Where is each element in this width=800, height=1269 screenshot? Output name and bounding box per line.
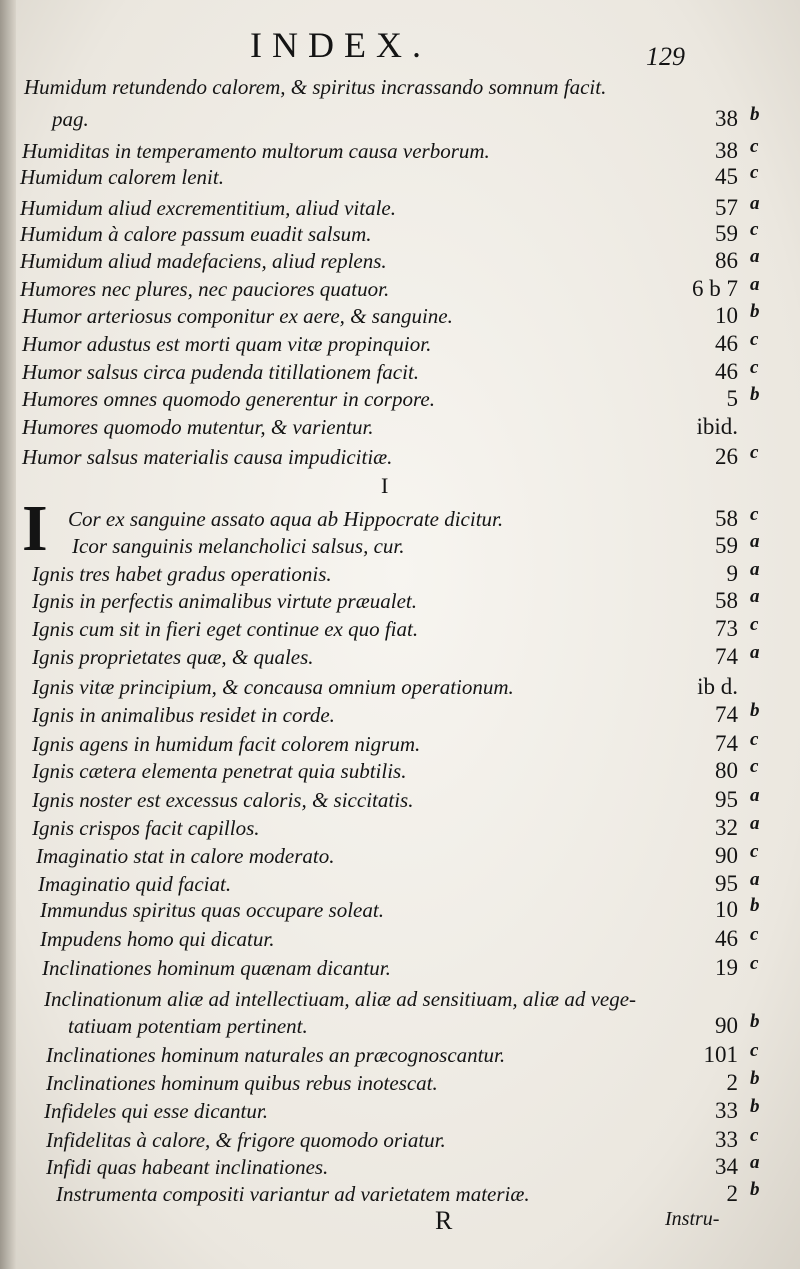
entry-column-letter: c <box>750 841 759 862</box>
index-entry <box>0 1098 800 1124</box>
entry-page-number: 74 <box>715 731 738 756</box>
drop-capital: I <box>22 492 48 565</box>
index-entry <box>0 1154 800 1180</box>
index-entry <box>0 331 800 357</box>
entry-column-letter: b <box>750 700 760 721</box>
entry-text: Infidi quas habeant inclinationes. <box>46 1155 329 1179</box>
entry-page-number: 74 <box>715 644 738 669</box>
entry-text: Ignis noster est excessus caloris, & siccitatis. <box>32 788 414 812</box>
entry-page-number: 86 <box>715 248 738 273</box>
entry-page-number: 59 <box>715 533 738 558</box>
entry-page-number: 2 <box>726 1070 738 1095</box>
index-entry <box>0 1070 800 1096</box>
index-entry <box>0 955 800 981</box>
entry-column-letter: b <box>750 1011 760 1032</box>
index-entry <box>0 787 800 813</box>
index-entry <box>0 386 800 412</box>
entry-page-number: 101 <box>703 1042 738 1067</box>
entry-page-number: 2 <box>726 1181 738 1206</box>
index-entry <box>0 758 800 784</box>
entry-page-number: 95 <box>715 871 738 896</box>
entry-text: Ignis cum sit in fieri eget continue ex quo fiat. <box>32 617 419 641</box>
index-entry <box>0 533 800 559</box>
index-entry <box>0 414 800 440</box>
entry-text: Humidum retundendo calorem, & spiritus incrassando somnum facit. <box>24 75 607 99</box>
entry-page-number: 34 <box>715 1154 738 1179</box>
index-entry <box>0 702 800 728</box>
entry-column-letter: a <box>750 642 760 663</box>
index-entry <box>0 871 800 897</box>
entry-text: Ignis tres habet gradus operationis. <box>32 562 332 586</box>
index-entry <box>0 561 800 587</box>
index-entry <box>0 106 800 132</box>
entry-page-number: 33 <box>715 1098 738 1123</box>
entry-text: Infidelitas à calore, & frigore quomodo oriatur. <box>46 1128 446 1152</box>
signature-mark: R <box>435 1206 453 1235</box>
entry-page-number: 32 <box>715 815 738 840</box>
index-entry <box>0 926 800 952</box>
entry-text: Icor sanguinis melancholici salsus, cur. <box>72 534 405 558</box>
entry-text: Humor salsus circa pudenda titillationem facit. <box>22 360 420 384</box>
entry-page-number: 74 <box>715 702 738 727</box>
entry-column-letter: a <box>750 785 760 806</box>
entry-text: Imaginatio stat in calore moderato. <box>36 844 335 868</box>
entry-column-letter: c <box>750 729 759 750</box>
entry-page-number: 9 <box>726 561 738 586</box>
entry-column-letter: c <box>750 756 759 777</box>
index-entry <box>0 616 800 642</box>
entry-column-letter: b <box>750 1179 760 1200</box>
index-entry <box>0 74 800 100</box>
entry-text: Ignis cætera elementa penetrat quia subtilis. <box>32 759 407 783</box>
entry-page-number: 58 <box>715 588 738 613</box>
index-entry <box>0 276 800 302</box>
index-entry <box>0 221 800 247</box>
entry-column-letter: a <box>750 246 760 267</box>
entry-text: Humor salsus materialis causa impudicitiæ. <box>22 445 393 469</box>
entry-column-letter: c <box>750 357 759 378</box>
index-entry <box>0 195 800 221</box>
entry-page-number: 59 <box>715 221 738 246</box>
entry-column-letter: a <box>750 531 760 552</box>
entry-text: Ignis proprietates quæ, & quales. <box>32 645 314 669</box>
entry-text: Inclinationes hominum quibus rebus inotescat. <box>46 1071 438 1095</box>
index-entry <box>0 248 800 274</box>
entry-column-letter: c <box>750 614 759 635</box>
entry-text: Humidum à calore passum euadit salsum. <box>20 222 372 246</box>
index-entry <box>0 843 800 869</box>
index-entry <box>0 444 800 470</box>
entry-text: Inclinationum aliæ ad intellectiuam, aliæ ad sensitiuam, aliæ ad vege- <box>44 987 637 1011</box>
entry-text: Impudens homo qui dicatur. <box>40 927 275 951</box>
entry-page-number: 73 <box>715 616 738 641</box>
entry-page-number: 58 <box>715 506 738 531</box>
index-entry <box>0 588 800 614</box>
entry-column-letter: a <box>750 586 760 607</box>
entry-column-letter: c <box>750 219 759 240</box>
catchword: Instru- <box>665 1208 720 1230</box>
index-entry <box>0 164 800 190</box>
index-entry <box>0 1181 800 1207</box>
entry-text: Humidum aliud madefaciens, aliud replens. <box>20 249 387 273</box>
page-number: 129 <box>646 42 685 71</box>
entry-page-number: 10 <box>715 897 738 922</box>
entry-text: Humiditas in temperamento multorum causa verborum. <box>22 139 490 163</box>
section-letter: I <box>381 473 389 498</box>
entry-column-letter: c <box>750 924 759 945</box>
entry-text: Immundus spiritus quas occupare soleat. <box>40 898 384 922</box>
entry-page-number: 80 <box>715 758 738 783</box>
entry-column-letter: a <box>750 274 760 295</box>
entry-column-letter: c <box>750 162 759 183</box>
entry-text: Inclinationes hominum naturales an præcognoscantur. <box>46 1043 506 1067</box>
index-entry <box>0 1127 800 1153</box>
entry-column-letter: c <box>750 1125 759 1146</box>
entry-text: Humores nec plures, nec pauciores quatuor. <box>20 277 390 301</box>
entry-text: Ignis agens in humidum facit colorem nigrum. <box>32 732 421 756</box>
entry-text: Cor ex sanguine assato aqua ab Hippocrate dicitur. <box>68 507 504 531</box>
entry-page-number: 46 <box>715 926 738 951</box>
index-entry <box>0 986 800 1012</box>
entry-column-letter: b <box>750 301 760 322</box>
entry-column-letter: c <box>750 136 759 157</box>
index-entry <box>0 138 800 164</box>
entry-text: Instrumenta compositi variantur ad varietatem materiæ. <box>56 1182 530 1206</box>
index-entry <box>0 359 800 385</box>
page-title: INDEX. <box>250 25 431 65</box>
entry-page-number: 57 <box>715 195 738 220</box>
index-entry <box>0 674 800 700</box>
entry-text: Ignis crispos facit capillos. <box>32 816 260 840</box>
entry-page-number: ib d. <box>697 674 738 699</box>
entry-column-letter: c <box>750 1040 759 1061</box>
index-entry <box>0 506 800 532</box>
entry-column-letter: b <box>750 1068 760 1089</box>
entry-page-number: 90 <box>715 1013 738 1038</box>
index-entry <box>0 1013 800 1039</box>
entry-column-letter: c <box>750 953 759 974</box>
entry-text: Humores omnes quomodo generentur in corpore. <box>22 387 435 411</box>
entry-text: Imaginatio quid faciat. <box>38 872 232 896</box>
entry-page-number: 46 <box>715 331 738 356</box>
entry-column-letter: b <box>750 895 760 916</box>
entry-column-letter: c <box>750 442 759 463</box>
entry-page-number: 6 b 7 <box>692 276 738 301</box>
entry-text: tatiuam potentiam pertinent. <box>68 1014 308 1038</box>
entry-page-number: 38 <box>715 138 738 163</box>
entry-column-letter: a <box>750 559 760 580</box>
entry-text: Ignis in animalibus residet in corde. <box>32 703 335 727</box>
entry-text: Humidum aliud excrementitium, aliud vitale. <box>20 196 396 220</box>
entry-text: Humor arteriosus componitur ex aere, & sanguine. <box>22 304 453 328</box>
entry-column-letter: b <box>750 1096 760 1117</box>
entry-text: Humidum calorem lenit. <box>20 165 224 189</box>
entry-column-letter: a <box>750 193 760 214</box>
entry-page-number: 5 <box>726 386 738 411</box>
entry-page-number: 90 <box>715 843 738 868</box>
entry-text: Inclinationes hominum quænam dicantur. <box>42 956 391 980</box>
entry-column-letter: c <box>750 329 759 350</box>
entry-text: Infideles qui esse dicantur. <box>44 1099 268 1123</box>
index-entry <box>0 1042 800 1068</box>
entry-column-letter: a <box>750 1152 760 1173</box>
entry-text: Ignis vitæ principium, & concausa omnium operationum. <box>32 675 514 699</box>
index-entry <box>0 303 800 329</box>
entry-text: Humores quomodo mutentur, & varientur. <box>22 415 374 439</box>
entry-page-number: 10 <box>715 303 738 328</box>
index-entry <box>0 731 800 757</box>
entry-text: pag. <box>52 107 89 131</box>
index-entry <box>0 644 800 670</box>
entry-column-letter: b <box>750 104 760 125</box>
entry-page-number: 95 <box>715 787 738 812</box>
entry-column-letter: a <box>750 813 760 834</box>
entry-page-number: ibid. <box>696 414 738 439</box>
entry-page-number: 46 <box>715 359 738 384</box>
entry-page-number: 45 <box>715 164 738 189</box>
entry-page-number: 26 <box>715 444 738 469</box>
entry-column-letter: c <box>750 504 759 525</box>
index-entry <box>0 815 800 841</box>
entry-page-number: 19 <box>715 955 738 980</box>
entry-page-number: 38 <box>715 106 738 131</box>
entry-page-number: 33 <box>715 1127 738 1152</box>
entry-text: Ignis in perfectis animalibus virtute præualet. <box>32 589 417 613</box>
entry-text: Humor adustus est morti quam vitæ propinquior. <box>22 332 432 356</box>
entry-column-letter: b <box>750 384 760 405</box>
index-entry <box>0 897 800 923</box>
entry-column-letter: a <box>750 869 760 890</box>
